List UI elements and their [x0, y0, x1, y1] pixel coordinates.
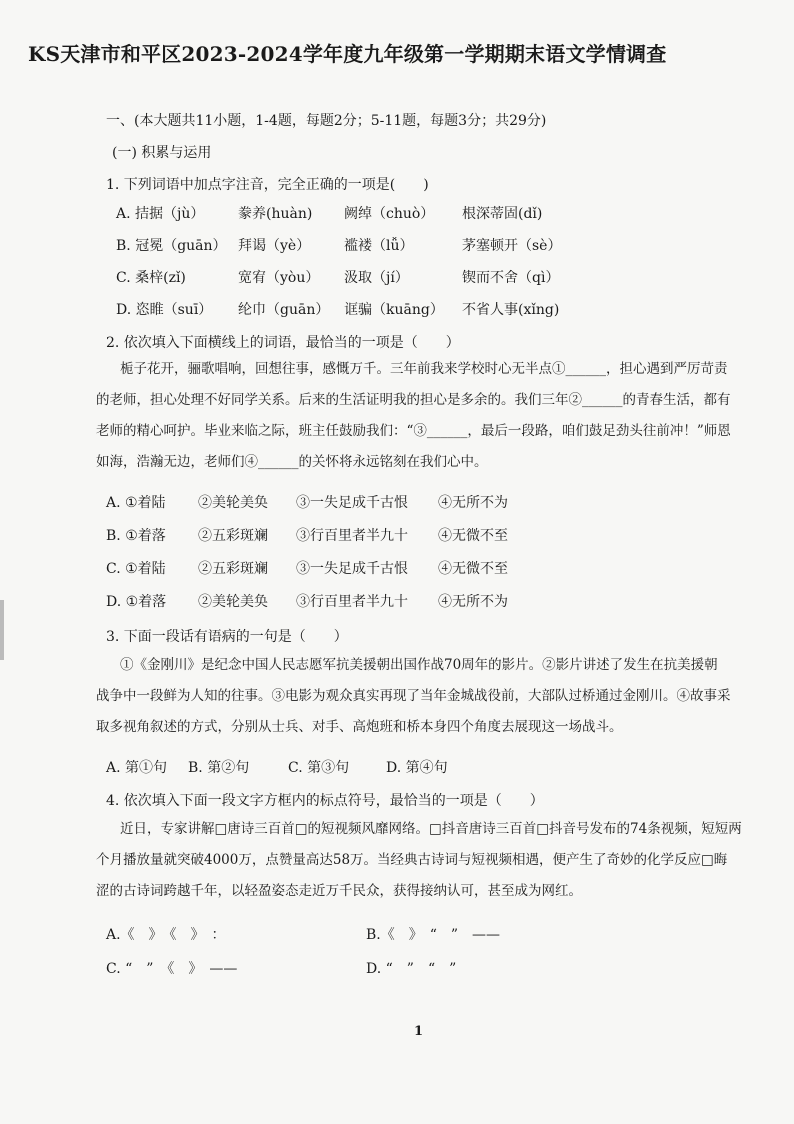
q2-option-cell: ②五彩斑斓: [198, 528, 268, 544]
question-3-passage: [96, 650, 770, 743]
q2-option-cell: A. ①着陆: [106, 495, 166, 511]
q2-option-cell: D. ①着落: [106, 594, 167, 610]
question-2-passage: [96, 354, 770, 478]
q2-option-cell: B. ①着落: [106, 528, 166, 544]
passage-line: 战争中一段鲜为人知的往事。③电影为观众真实再现了当年金城战役前，大部队过桥通过金刚川。④故事采: [96, 688, 731, 704]
page-number: 1: [414, 1024, 424, 1039]
q2-option-cell: ③一失足成千古恨: [296, 561, 408, 577]
q2-option-cell: ④无所不为: [438, 594, 508, 610]
passage-line: 个月播放量就突破4000万，点赞量高达58万。当经典古诗词与短视频相遇，便产生了奇妙的化学反应□晦: [96, 852, 728, 868]
q4-option: B.《 》 “ ” ——: [366, 927, 501, 943]
q3-option: C. 第③句: [288, 760, 350, 776]
q4-option: C. “ ” 《 》 ——: [106, 961, 238, 977]
q1-option-cell: 豢养(huàn): [238, 206, 313, 222]
passage-line: 老师的精心呵护。毕业来临之际，班主任鼓励我们：“③______，最后一段路，咱们鼓足劲头往前冲！”师恩: [96, 423, 731, 439]
q3-option: B. 第②句: [188, 760, 250, 776]
q2-option-cell: ②美轮美奂: [198, 495, 268, 511]
q1-option-cell: D. 恣睢（suī）: [116, 302, 213, 318]
passage-line: 涩的古诗词跨越千年，以轻盈姿态走近万千民众，获得接纳认可，甚至成为网红。: [96, 883, 582, 899]
q2-option-cell: ②五彩斑斓: [198, 561, 268, 577]
subsection-heading: (一) 积累与运用: [112, 145, 212, 161]
q1-option-cell: 茅塞顿开（sè）: [462, 238, 562, 254]
q1-option-cell: 诓骗（kuāng）: [344, 302, 444, 318]
q1-option-cell: 宽宥（yòu）: [238, 270, 320, 286]
q2-option-cell: ②美轮美奂: [198, 594, 268, 610]
q1-option-cell: 拜谒（yè）: [238, 238, 311, 254]
q1-option-cell: C. 桑梓(zǐ): [116, 270, 186, 286]
section-heading: 一、(本大题共11小题，1-4题，每题2分；5-11题，每题3分；共29分): [106, 113, 547, 129]
passage-line: 近日，专家讲解□唐诗三百首□的短视频风靡网络。□抖音唐诗三百首□抖音号发布的74条视频，短短两: [120, 821, 742, 837]
passage-line: 如海，浩瀚无边，老师们④______的关怀将永远铭刻在我们心中。: [96, 454, 488, 470]
page-title: KS天津市和平区2023-2024学年度九年级第一学期期末语文学情调查: [28, 42, 667, 66]
q1-option-cell: 纶巾（guān）: [238, 302, 330, 318]
question-3-stem: 3. 下面一段话有语病的一句是（ ）: [106, 629, 348, 645]
passage-line: 栀子花开，骊歌唱响，回想往事，感慨万千。三年前我来学校时心无半点①______，担心遇到严厉苛责: [120, 361, 728, 377]
q1-option-cell: 不省人事(xǐng): [462, 302, 560, 318]
q1-option-cell: 褴褛（lǚ）: [344, 238, 414, 254]
q1-option-cell: 根深蒂固(dǐ): [462, 206, 543, 222]
q2-option-cell: ③一失足成千古恨: [296, 495, 408, 511]
q1-option-cell: A. 拮据（jù）: [116, 206, 205, 222]
q2-option-cell: ④无所不为: [438, 495, 508, 511]
q1-option-cell: 阙绰（chuò）: [344, 206, 435, 222]
q2-option-cell: C. ①着陆: [106, 561, 166, 577]
q2-option-cell: ③行百里者半九十: [296, 594, 408, 610]
question-4-passage: [96, 814, 770, 907]
passage-line: ①《金刚川》是纪念中国人民志愿军抗美援朝出国作战70周年的影片。②影片讲述了发生在抗美援朝: [120, 657, 718, 673]
passage-line: 取多视角叙述的方式，分别从士兵、对手、高炮班和桥本身四个角度去展现这一场战斗。: [96, 719, 623, 735]
q1-option-cell: B. 冠冕（guān）: [116, 238, 227, 254]
q3-option: D. 第④句: [386, 760, 448, 776]
q4-option: D. “ ” “ ”: [366, 961, 457, 977]
question-1-stem: 1. 下列词语中加点字注音，完全正确的一项是( ): [106, 177, 429, 193]
q1-option-cell: 锲而不舍（qì）: [462, 270, 560, 286]
q2-option-cell: ④无微不至: [438, 528, 508, 544]
passage-line: 的老师，担心处理不好同学关系。后来的生活证明我的担心是多余的。我们三年②______的青春生活，都有: [96, 392, 731, 408]
q4-option: A.《 》 《 》 ：: [106, 927, 226, 943]
scan-edge-mark: [0, 600, 4, 660]
q3-option: A. 第①句: [106, 760, 168, 776]
question-4-stem: 4. 依次填入下面一段文字方框内的标点符号，最恰当的一项是（ ）: [106, 793, 544, 809]
q2-option-cell: ④无微不至: [438, 561, 508, 577]
question-2-stem: 2. 依次填入下面横线上的词语，最恰当的一项是（ ）: [106, 335, 460, 351]
q1-option-cell: 汲取（jí）: [344, 270, 409, 286]
q2-option-cell: ③行百里者半九十: [296, 528, 408, 544]
